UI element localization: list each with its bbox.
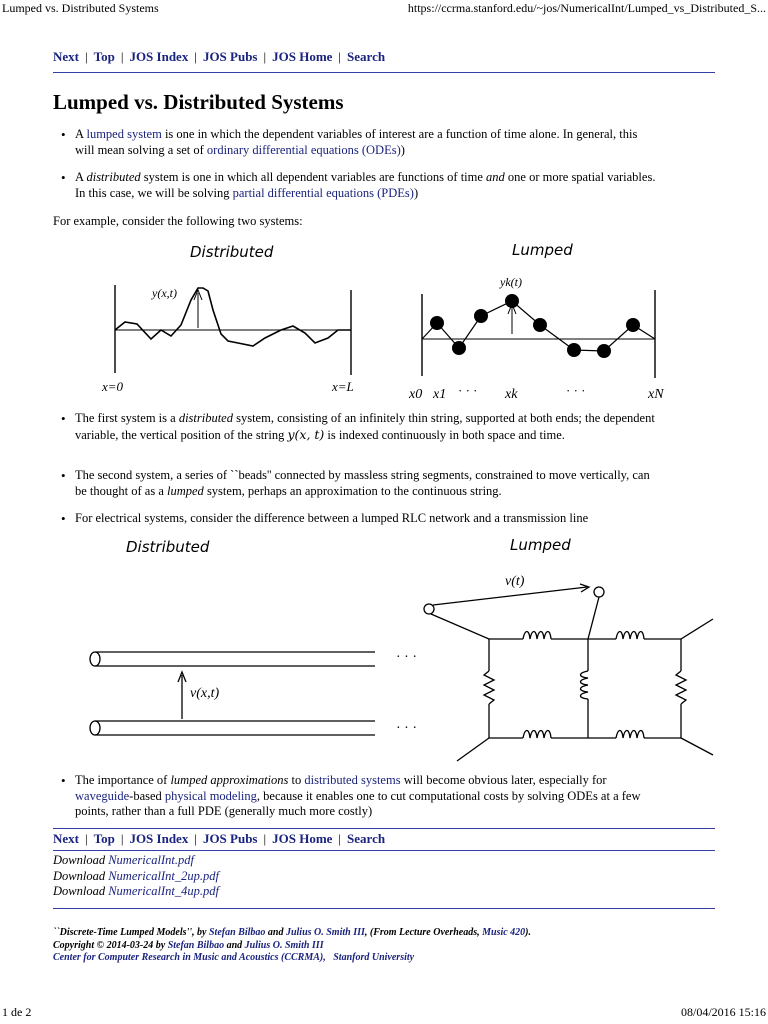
lumped-beads-drawing [422,290,655,378]
string-curve [115,288,351,346]
distributed-systems-link[interactable]: distributed systems [304,773,401,787]
author-bilbao-link[interactable]: Stefan Bilbao [208,927,266,938]
top-rule [53,72,715,73]
transmission-line-vs-rlc-figure [53,533,715,768]
v-t-label: v(t) [505,574,525,589]
nav-separator: | [338,49,342,64]
print-footer [0,1006,768,1024]
pdes-link[interactable]: partial differential equations (PDEs) [232,185,414,200]
bead [626,318,640,332]
credits-line-1: ``Discrete-Time Lumped Models'', by Stefan Bilbao and Julius O. Smith III, (From Lecture Overheads, Music 420). [53,927,532,938]
line-dots: · · · [396,650,417,665]
nav-pubs-link[interactable]: JOS Pubs [202,831,258,846]
math-y-x-t: y(x, t) [287,426,325,442]
fig1-distributed-label: Distributed [190,243,274,261]
nav-underline-rule [53,850,715,851]
nav-home-link[interactable]: JOS Home [272,49,333,64]
nav-separator: | [85,831,88,846]
credits-line-2: Copyright © 2014-03-24 by Stefan Bilbao and Julius O. Smith III [53,939,324,951]
bead-x1-label: x1 [433,387,447,402]
bead [474,309,488,323]
bullet-first-system: • The first system is a distributed system, consisting of an infinitely thin string, supported at both ends; the dependent variable, the vertical position of the string y(x, t) is indexed continuously in both space and time. [75,411,715,443]
transmission-line-drawing [90,652,375,735]
nav-separator: | [120,831,124,846]
download-2up-link[interactable]: NumericalInt_2up.pdf [108,869,219,883]
credits [53,927,531,965]
nav-pubs-link[interactable]: JOS Pubs [202,49,258,64]
nav-next-link[interactable]: Next [53,831,79,846]
nav-separator: | [263,49,267,64]
bead [567,343,581,357]
download-item: Download NumericalInt_4up.pdf [53,884,219,898]
bead-dots: · · · [458,383,478,398]
fig1-lumped-label: Lumped [512,241,573,259]
bead [533,318,547,332]
bead [505,294,519,308]
bead [430,316,444,330]
credits-line-3 [53,952,531,965]
nav-top-link[interactable]: Top [93,831,115,846]
xL-label: x=L [332,379,354,394]
download-item: Download NumericalInt_2up.pdf [53,869,219,883]
nav-home-link[interactable]: JOS Home [272,831,333,846]
nav-search-link[interactable]: Search [347,49,386,64]
distributed-string-drawing [115,285,351,375]
string-vs-beads-figure [53,238,715,408]
nav-index-link[interactable]: JOS Index [129,49,189,64]
example-intro: For example, consider the following two systems: [53,214,303,228]
download-item: Download NumericalInt.pdf [53,853,194,867]
print-header-title: Lumped vs. Distributed Systems [2,1,159,15]
bead [597,344,611,358]
author-smith-link[interactable]: Julius O. Smith III [285,927,365,938]
nav-search-link[interactable]: Search [347,831,386,846]
bead-xk-label: xk [505,387,518,402]
bullet-distributed-definition: • A distributed system is one in which all dependent variables are functions of time and one or more spatial variables. In this case, we will be solving partial differential equations (PDEs)) [75,170,715,201]
nav-separator: | [263,831,267,846]
nav-separator: | [120,49,124,64]
nav-top-link[interactable]: Top [93,49,115,64]
fig2-lumped-label: Lumped [510,536,571,554]
music420-link[interactable]: Music 420 [482,927,526,938]
nav-separator: | [85,49,88,64]
footer-rule [53,908,715,909]
nav-separator: | [338,831,342,846]
bottom-nav [53,831,385,847]
nav-next-link[interactable]: Next [53,49,79,64]
bullet-electrical: • For electrical systems, consider the difference between a lumped RLC network and a transmission line [75,511,715,527]
bullet-importance: • The importance of lumped approximations to distributed systems will become obvious later, especially for waveguide-based physical modeling, because it enables one to cut computational costs by solving ODEs at a few points, rather than a full PDE (generally much more costly) [75,773,715,820]
rlc-network-drawing [424,584,713,761]
bead-dots: · · · [566,383,586,398]
top-nav [53,49,385,65]
print-header [0,0,768,18]
nav-separator: | [194,831,197,846]
physical-modeling-link[interactable]: physical modeling [164,788,257,803]
yk-t-label: yk(t) [500,275,522,289]
bullet-second-system: • The second system, a series of ``beads'' connected by massless string segments, constrained to move vertically, can be thought of as a lumped system, perhaps an approximation to the continuous string. [75,468,715,499]
copyright-smith-link[interactable]: Julius O. Smith III [244,939,324,951]
stanford-link[interactable]: Stanford University [333,952,415,963]
ccrma-link[interactable]: Center for Computer Research in Music and Acoustics (CCRMA), [53,952,326,963]
bead-xN-label: xN [648,387,664,402]
lumped-system-link[interactable]: lumped system [86,127,162,141]
copyright-bilbao-link[interactable]: Stefan Bilbao [167,939,225,951]
waveguide-link[interactable]: waveguide [75,788,130,803]
print-footer-page: 1 de 2 [2,1005,32,1019]
print-footer-datetime: 08/04/2016 15:16 [680,1005,766,1019]
bead [452,341,466,355]
line-dots: · · · [396,721,417,736]
page-title: Lumped vs. Distributed Systems [53,90,344,114]
nav-separator: | [194,49,197,64]
x0-label: x=0 [102,379,124,394]
bead-x0-label: x0 [409,387,423,402]
bullet-lumped-definition: • A lumped system is one in which the dependent variables of interest are a function of time alone. In general, this will mean solving a set of ordinary differential equations (ODEs)) [75,127,715,158]
nav-index-link[interactable]: JOS Index [129,831,189,846]
download-pdf-link[interactable]: NumericalInt.pdf [108,853,194,867]
mid-rule [53,828,715,829]
y-x-t-label: y(x,t) [152,286,177,300]
v-x-t-label: v(x,t) [190,686,220,701]
download-4up-link[interactable]: NumericalInt_4up.pdf [108,884,219,898]
odes-link[interactable]: ordinary differential equations (ODEs) [206,142,401,157]
fig2-distributed-label: Distributed [126,538,210,556]
print-header-url: https://ccrma.stanford.edu/~jos/NumericalInt/Lumped_vs_Distributed_S... [407,1,766,15]
beads [430,294,640,358]
